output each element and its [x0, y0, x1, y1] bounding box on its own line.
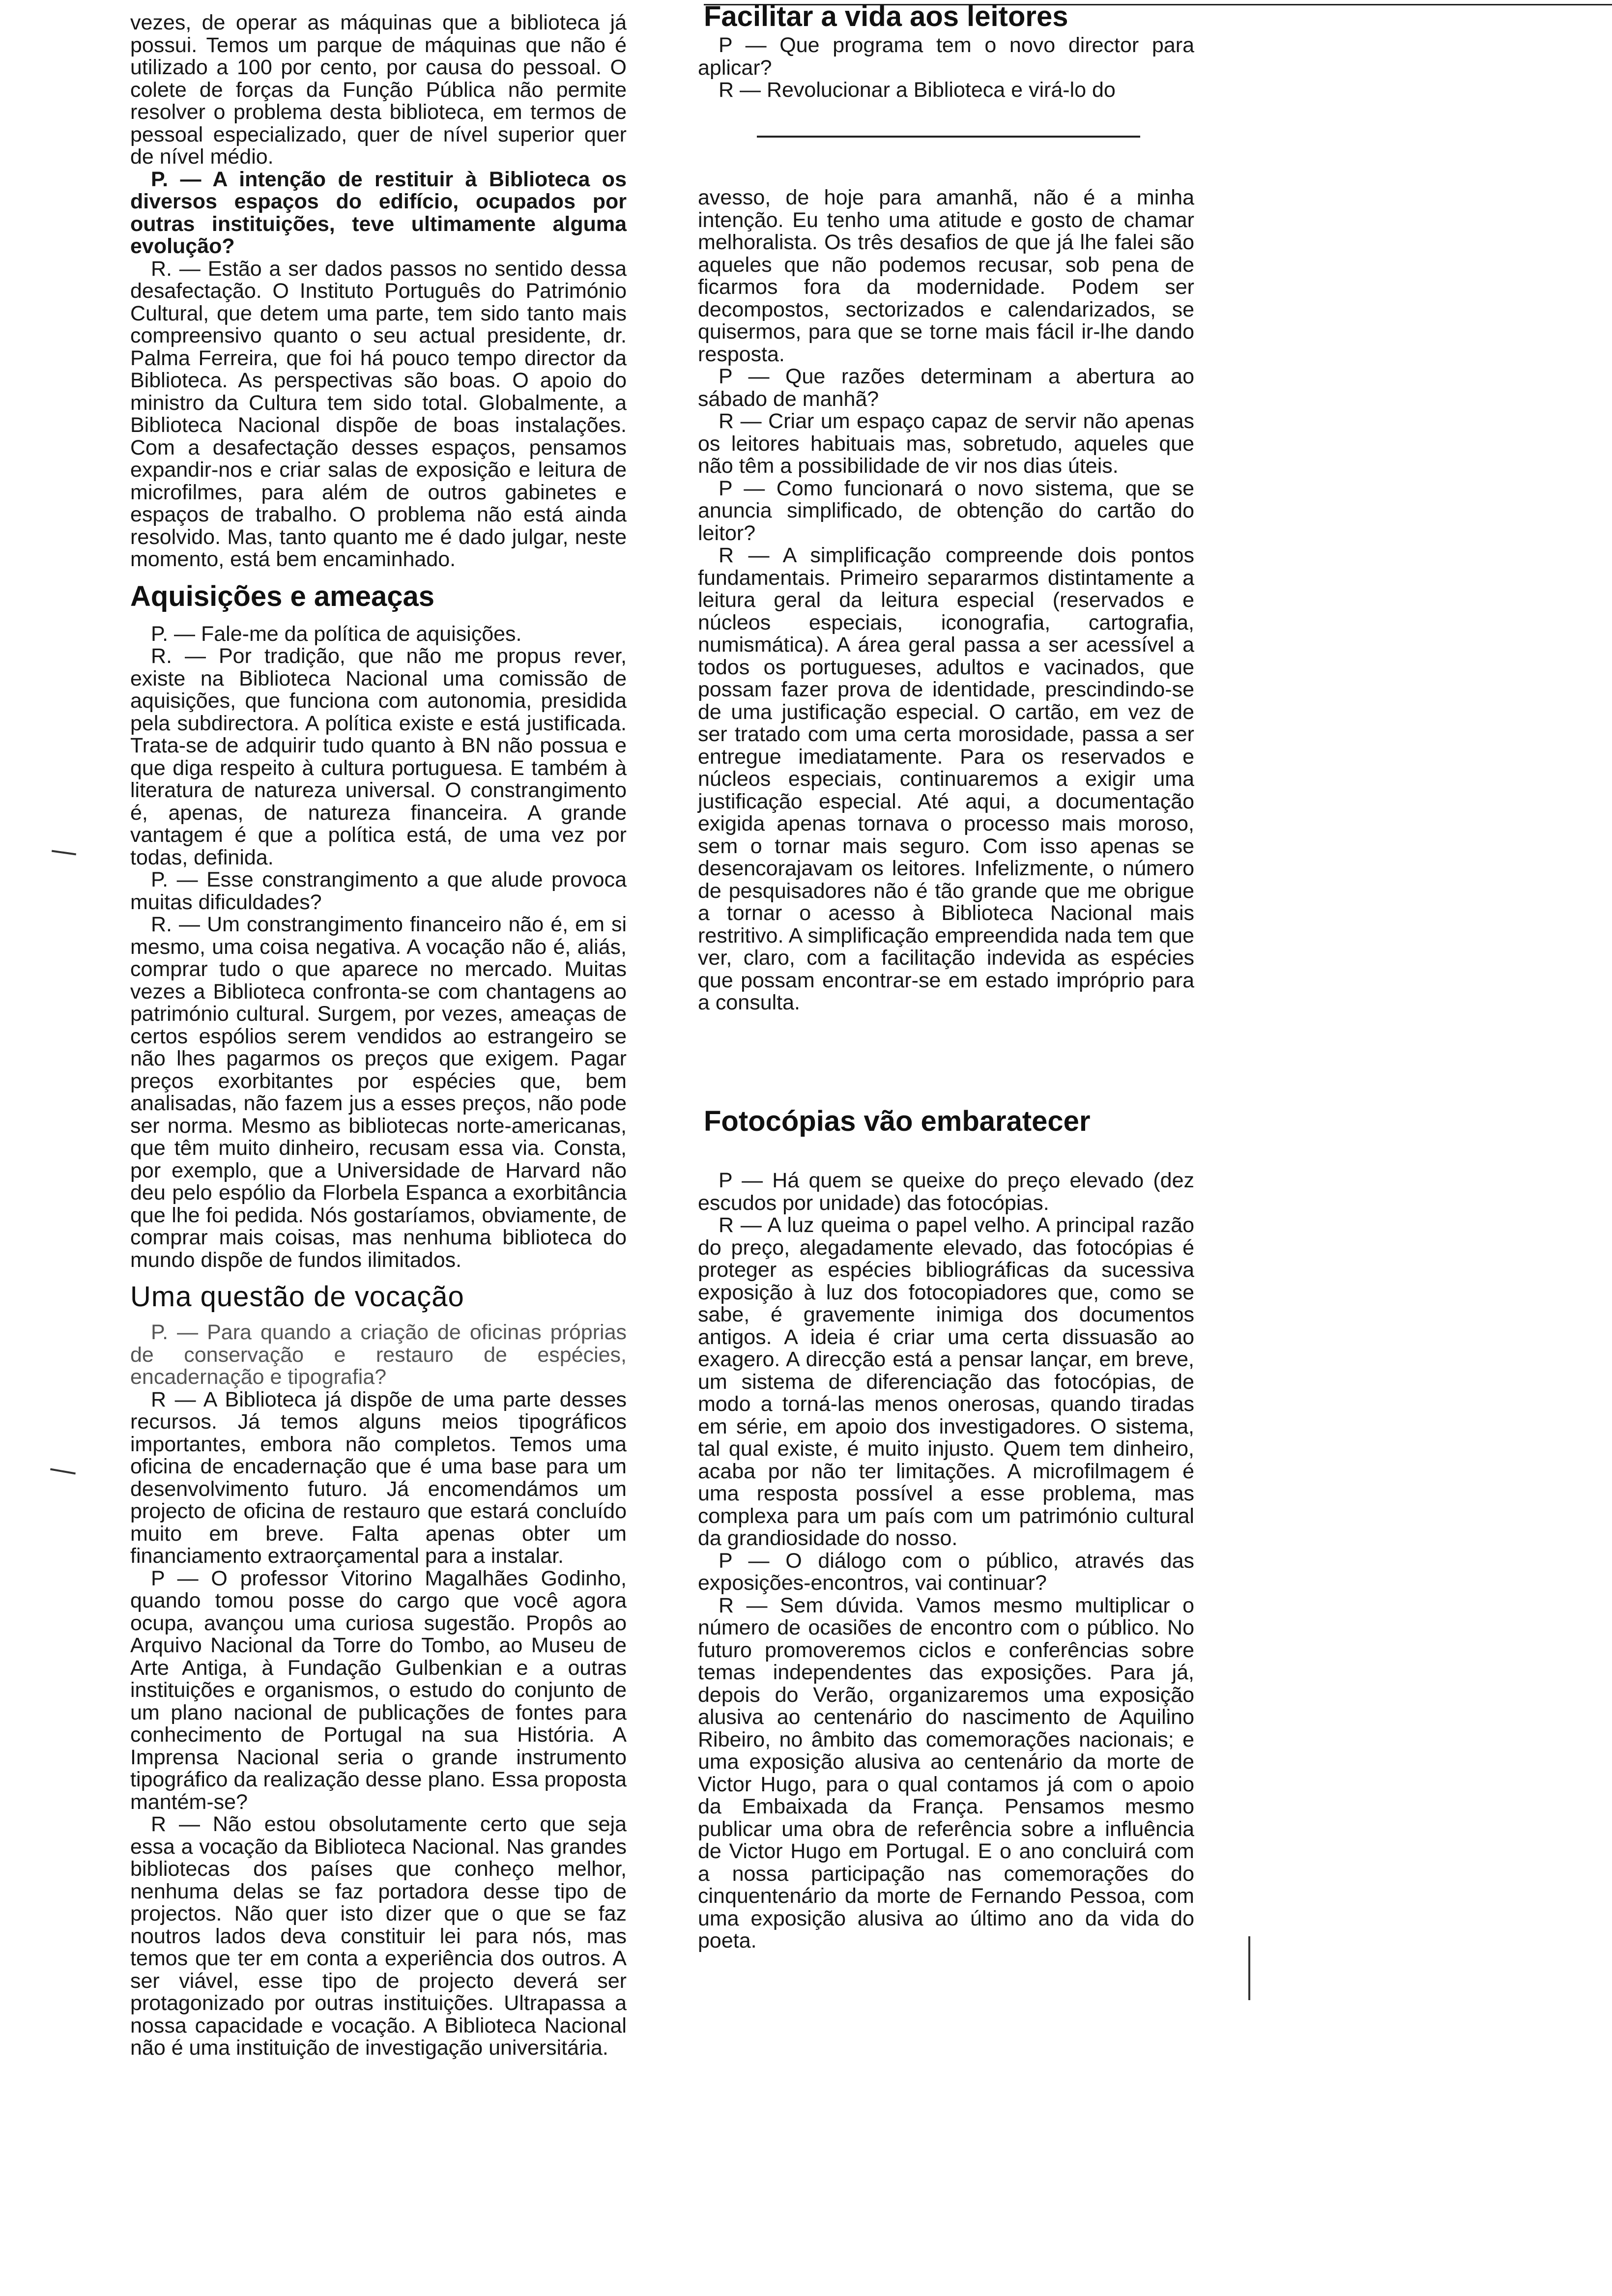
margin-mark: [52, 850, 76, 856]
section-heading-fotocopias: Fotocópias vão embaratecer: [704, 1105, 1091, 1137]
answer-restituir: R. — Estão a ser dados passos no sentido dessa desafectação. O Instituto Português do Património Cultural, que detem uma parte, tem sido tanto mais compreensivo quanto o seu actual presidente, dr. Palma Ferreira, que foi há pouco tempo director da Biblioteca. As perspectivas são boas. O apoio do ministro da Cultura tem sido total. Globalmente, a Biblioteca Nacional dispõe de boas instalações. Com a desafectação desses espaços, pensamos expandir-nos e criar salas de exposição e leitura de microfilmes, para além de outros gabinetes e espaços de trabalho. O problema não está ainda resolvido. Mas, tanto quanto me é dado julgar, neste momento, está bem encaminhado.: [130, 257, 627, 571]
right-column-fotocopias: [698, 1170, 1194, 1952]
question-preco: P — Há quem se queixe do preço elevado (dez escudos por unidade) das fotocópias.: [698, 1169, 1194, 1215]
answer-oficinas: R — A Biblioteca já dispõe de uma parte desses recursos. Já temos alguns meios tipográficos importantes, embora não completos. Temos uma oficina de encadernação que é uma base para um desenvolvimento futuro. Já encomendámos um projecto de oficina de restauro que estará concluído muito em breve. Falta apenas obter um financiamento extraorçamental para a instalar.: [130, 1387, 627, 1568]
question-sabado: P — Que razões determinam a abertura ao sábado de manhã?: [698, 365, 1194, 411]
answer-godinho: R — Não estou obsolutamente certo que seja essa a vocação da Biblioteca Nacional. Nas grandes bibliotecas dos países que conheço melhor, nenhuma delas se faz portadora desse tipo de projectos. Não quer isto dizer que o que se faz noutros lados deva constituir lei para nós, mas temos que ter em conta a experiência dos outros. A ser viável, esse tipo de projecto deverá ser protagonizado por outras instituições. Ultrapassa a nossa capacidade e vocação. A Biblioteca Nacional não é uma instituição de investigação universitária.: [130, 1812, 627, 2060]
answer-sabado: R — Criar um espaço capaz de servir não apenas os leitores habituais mas, sobretudo, aqueles que não têm a possibilidade de vir nos dias úteis.: [698, 409, 1194, 478]
question-constrangimento: P. — Esse constrangimento a que alude provoca muitas dificuldades?: [130, 868, 627, 914]
question-restituir: P. — A intenção de restituir à Biblioteca os diversos espaços do edifício, ocupados por outras instituições, teve ultimamente alguma evolução?: [130, 167, 627, 258]
answer-dialogo: R — Sem dúvida. Vamos mesmo multiplicar o número de ocasiões de encontro com o público. No futuro promoveremos ciclos e conferências sobre temas independentes das exposições. Para já, depois do Verão, organizaremos uma exposição alusiva ao centenário do nascimento de Aquilino Ribeiro, no âmbito das comemorações nacionais; e uma exposição alusiva ao centenário da morte de Victor Hugo, para o qual contamos já com o apoio da Embaixada da França. Pensamos mesmo publicar uma obra de referência sobre a influência de Victor Hugo em Portugal. E o ano concluirá com a nossa participação nas comemorações do cinquentenário da morte de Fernando Pessoa, com uma exposição alusiva ao último ano da vida do poeta.: [698, 1593, 1194, 1952]
margin-bar: [1248, 1936, 1250, 2000]
section-heading-aquisicoes: Aquisições e ameaças: [130, 580, 435, 612]
intro-paragraph: vezes, de operar as máquinas que a biblioteca já possui. Temos um parque de máquinas que não é utilizado a 100 por cento, por causa do pessoal. O colete de forças da Função Pública não permite resolver o problema desta biblioteca, em termos de pessoal especializado, quer de nível superior quer de nível médio.: [130, 11, 627, 169]
answer-programa-start: R — Revolucionar a Biblioteca e virá-lo do: [719, 78, 1116, 102]
answer-sistema: R — A simplificação compreende dois pontos fundamentais. Primeiro separarmos distintamente a leitura geral da leitura especial (reservados e núcleos especiais, iconografia, cartografia, numismática). A área geral passa a ser acessível a todos os portugueses, adultos e vacinados, que possam fazer prova de identidade, prescindindo-se de uma justificação especial. O cartão, em vez de ser tratado com uma certa morosidade, passa a ser entregue imediatamente. Para os reservados e núcleos especiais, continuaremos a exigir uma justificação especial. Até aqui, a documentação exigida apenas tornava o processo mais moroso, sem o tornar mais seguro. Com isso apenas se desencorajavam os leitores. Infelizmente, o número de pesquisadores não é tão grande que me obrigue a tornar o acesso à Biblioteca Nacional mais restritivo. A simplificação empreendida nada tem que ver, claro, com a facilitação indevida as espécies que possam encontrar-se em estado impróprio para a consulta.: [698, 544, 1194, 1014]
question-programa: P — Que programa tem o novo director para aplicar?: [698, 33, 1194, 80]
answer-aquisicoes: R. — Por tradição, que não me propus rever, existe na Biblioteca Nacional uma comissão de aquisições, que funciona com autonomia, presidida pela subdirectora. A política existe e está justificada. Trata-se de adquirir tudo quanto à BN não possua e que diga respeito à cultura portuguesa. E também à literatura de natureza universal. O constrangimento é, apenas, de natureza financeira. A grande vantagem é que a política está, de uma vez por todas, definida.: [130, 644, 627, 869]
right-column-top: [698, 34, 1194, 102]
question-oficinas: P. — Para quando a criação de oficinas próprias de conservação e restauro de espécies, encadernação e tipografia?: [130, 1320, 627, 1389]
question-sistema: P — Como funcionará o novo sistema, que se anuncia simplificado, de obtenção do cartão do leitor?: [698, 476, 1194, 545]
section-heading-facilitar: Facilitar a vida aos leitores: [704, 0, 1068, 32]
question-godinho: P — O professor Vitorino Magalhães Godinho, quando tomou posse do cargo que você agora ocupa, avançou uma curiosa sugestão. Propôs ao Arquivo Nacional da Torre do Tombo, ao Museu de Arte Antiga, à Fundação Gulbenkian e a outras instituições e organismos, o estudo do conjunto de um plano nacional de publicações de fontes para conhecimento de Portugal na sua História. A Imprensa Nacional seria o grande instrumento tipográfico da realização desse plano. Essa proposta mantém-se?: [130, 1566, 627, 1814]
question-aquisicoes: P. — Fale-me da política de aquisições.: [151, 622, 522, 646]
answer-preco: R — A luz queima o papel velho. A principal razão do preço, alegadamente elevado, das fotocópias é proteger as espécies bibliográficas da sucessiva exposição à luz dos fotocopiadores que, como se sabe, é gravemente inimiga dos documentos antigos. A ideia é criar uma certa dissuasão ao exagero. A direcção está a pensar lançar, em breve, um sistema de diferenciação das fotocópias, de modo a torná-las menos onerosas, quando tiradas em série, em apoio dos investigadores. O sistema, tal qual existe, é muito injusto. Quem tem dinheiro, acaba por não ter limitações. A microfilmagem é uma resposta possível a esse problema, mas complexa para um país com um património cultural da grandiosidade do nosso.: [698, 1213, 1194, 1550]
answer-programa-continued: avesso, de hoje para amanhã, não é a minha intenção. Eu tenho uma atitude e gosto de chamar melhoralista. Os três desafios de que já lhe falei são aqueles que não podemos recusar, sob pena de ficarmos fora da modernidade. Podem ser decompostos, sectorizados e calendarizados, se quisermos, para que se torne mais fácil ir-lhe dando resposta.: [698, 186, 1194, 366]
answer-constrangimento: R. — Um constrangimento financeiro não é, em si mesmo, uma coisa negativa. A vocação não é, aliás, comprar tudo o que aparece no mercado. Muitas vezes a Biblioteca confronta-se com chantagens ao património cultural. Surgem, por vezes, ameaças de certos espólios serem vendidos ao estrangeiro se não lhes pagarmos os preços que exigem. Pagar preços exorbitantes por espécies que, bem analisadas, não fazem jus a esses preços, não pode ser norma. Mesmo as bibliotecas norte-americanas, que têm muito dinheiro, recusam essa via. Consta, por exemplo, que a Universidade de Harvard não deu pelo espólio da Florbela Espanca a exorbitância que lhe foi pedida. Nós gostaríamos, obviamente, de comprar mais coisas, mas nenhuma biblioteca do mundo dispõe de fundos ilimitados.: [130, 913, 627, 1272]
left-column: [130, 12, 627, 2060]
section-divider: [757, 136, 1140, 138]
question-dialogo: P — O diálogo com o público, através das exposições-encontros, vai continuar?: [698, 1549, 1194, 1595]
margin-mark: [50, 1468, 76, 1475]
right-column-main: [698, 187, 1194, 1014]
section-heading-vocacao: Uma questão de vocação: [130, 1281, 464, 1313]
